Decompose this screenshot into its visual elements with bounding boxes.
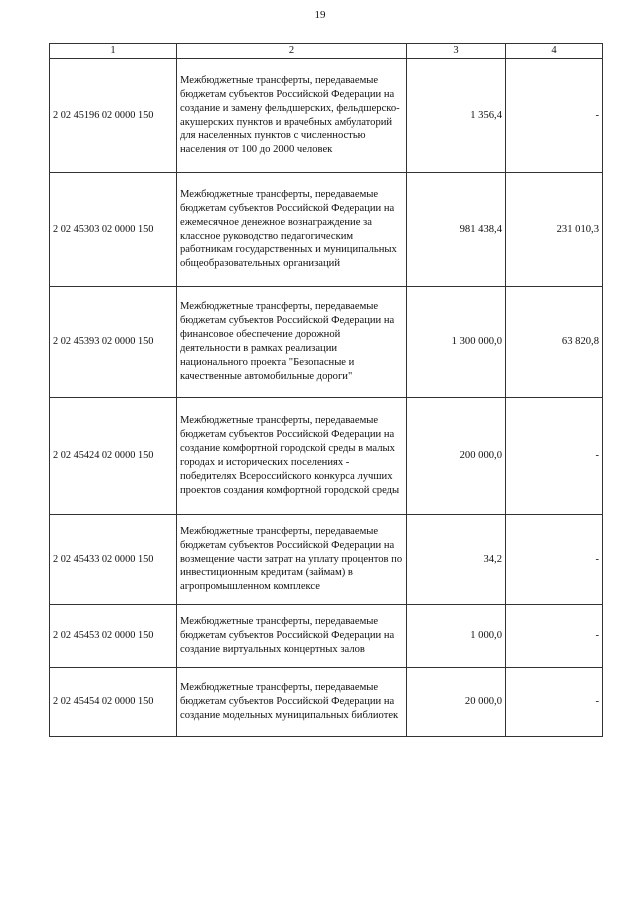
amount-column-3: 1 300 000,0 (407, 287, 506, 398)
header-row (50, 44, 603, 59)
table-row (50, 668, 603, 737)
amount-column-4: 231 010,3 (506, 173, 603, 287)
table-row (50, 605, 603, 668)
page-number: 19 (314, 9, 326, 21)
budget-code: 2 02 45433 02 0000 150 (50, 515, 177, 605)
budget-code: 2 02 45424 02 0000 150 (50, 398, 177, 515)
amount-column-3: 34,2 (407, 515, 506, 605)
amount-column-4: - (506, 59, 603, 173)
amount-column-3: 1 000,0 (407, 605, 506, 668)
budget-table (49, 43, 603, 737)
budget-code: 2 02 45303 02 0000 150 (50, 173, 177, 287)
budget-code: 2 02 45453 02 0000 150 (50, 605, 177, 668)
column-header-1: 1 (50, 44, 177, 59)
amount-column-3: 1 356,4 (407, 59, 506, 173)
table-row (50, 59, 603, 173)
transfer-description: Межбюджетные трансферты, передаваемые бюджетам субъектов Российской Федерации на финансовое обеспечение дорожной деятельности в рамках реализации национального проекта "Безопасные и качественные автомобильные дороги" (177, 287, 407, 398)
column-header-2: 2 (177, 44, 407, 59)
amount-column-3: 20 000,0 (407, 668, 506, 737)
amount-column-4: 63 820,8 (506, 287, 603, 398)
table-row (50, 287, 603, 398)
budget-code: 2 02 45393 02 0000 150 (50, 287, 177, 398)
transfer-description: Межбюджетные трансферты, передаваемые бюджетам субъектов Российской Федерации на ежемесячное денежное вознаграждение за классное руководство педагогическим работникам государственных и муниципальных общеобразовательных организаций (177, 173, 407, 287)
transfer-description: Межбюджетные трансферты, передаваемые бюджетам субъектов Российской Федерации на создание и замену фельдшерских, фельдшерско-акушерских пунктов и врачебных амбулаторий для населенных пунктов с численностью населения от 100 до 2000 человек (177, 59, 407, 173)
amount-column-3: 981 438,4 (407, 173, 506, 287)
transfer-description: Межбюджетные трансферты, передаваемые бюджетам субъектов Российской Федерации на возмещение части затрат на уплату процентов по инвестиционным кредитам (займам) в агропромышленном комплексе (177, 515, 407, 605)
amount-column-4: - (506, 515, 603, 605)
column-header-3: 3 (407, 44, 506, 59)
budget-code: 2 02 45454 02 0000 150 (50, 668, 177, 737)
transfer-description: Межбюджетные трансферты, передаваемые бюджетам субъектов Российской Федерации на создание комфортной городской среды в малых городах и исторических поселениях - победителях Всероссийского конкурса лучших проектов создания комфортной городской среды (177, 398, 407, 515)
column-header-4: 4 (506, 44, 603, 59)
budget-code: 2 02 45196 02 0000 150 (50, 59, 177, 173)
table-row (50, 515, 603, 605)
transfer-description: Межбюджетные трансферты, передаваемые бюджетам субъектов Российской Федерации на создание модельных муниципальных библиотек (177, 668, 407, 737)
amount-column-3: 200 000,0 (407, 398, 506, 515)
amount-column-4: - (506, 398, 603, 515)
table-row (50, 398, 603, 515)
amount-column-4: - (506, 668, 603, 737)
amount-column-4: - (506, 605, 603, 668)
table-row (50, 173, 603, 287)
transfer-description: Межбюджетные трансферты, передаваемые бюджетам субъектов Российской Федерации на создание виртуальных концертных залов (177, 605, 407, 668)
